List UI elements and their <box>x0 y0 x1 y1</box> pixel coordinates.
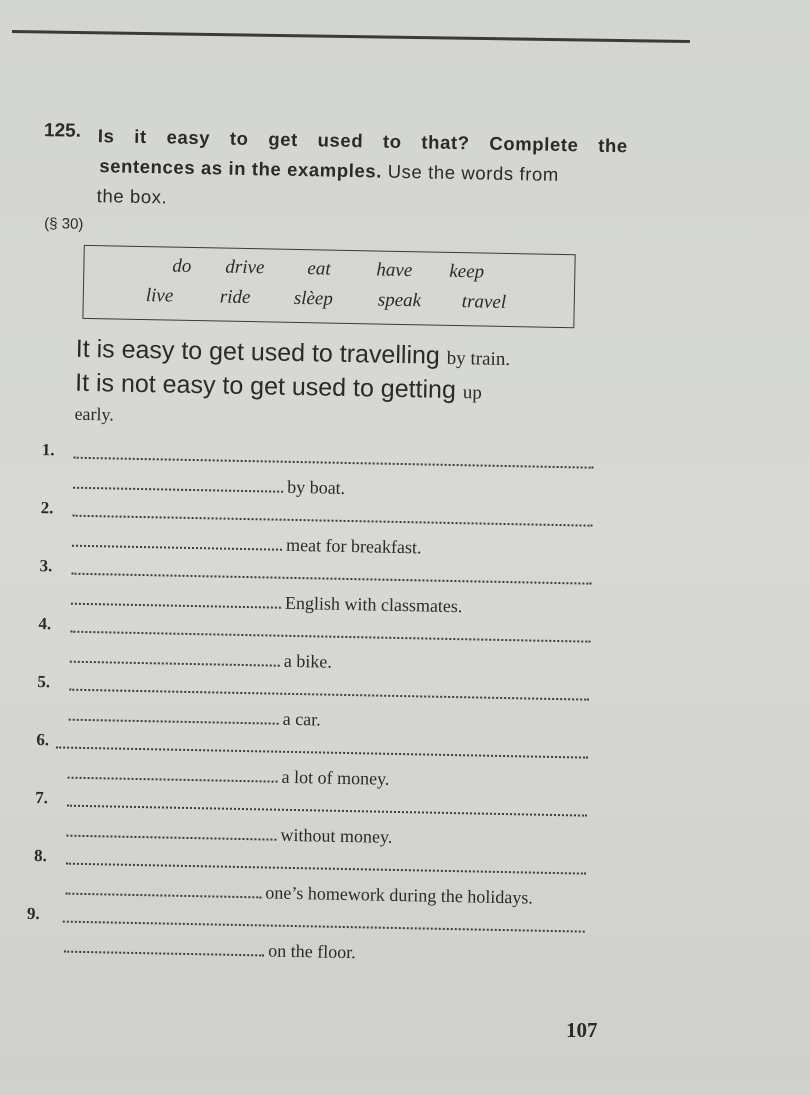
answer-line[interactable] <box>74 457 594 469</box>
item-ending: on the floor. <box>268 940 356 963</box>
word-do: do <box>172 255 192 277</box>
answer-line[interactable] <box>67 805 587 817</box>
word-speak: speak <box>377 289 422 312</box>
word-ride: ride <box>219 286 251 309</box>
word-drive: drive <box>225 256 265 279</box>
item-ending: a car. <box>282 708 321 730</box>
instruction-bold-line-2: sentences as in the examples. <box>99 155 383 182</box>
example-1-small: by train. <box>446 347 511 371</box>
item-number: 8. <box>33 846 48 866</box>
word-keep: keep <box>449 260 485 283</box>
answer-line[interactable] <box>69 719 279 725</box>
page-number: 107 <box>566 1018 598 1042</box>
instruction-bold-line-1: Is it easy to get used to that? Complete the <box>97 125 629 157</box>
item-ending: by boat. <box>287 476 346 498</box>
example-1-main: It is easy to get used to travelling <box>75 334 441 370</box>
answer-line[interactable] <box>72 545 282 551</box>
answer-line[interactable] <box>70 631 590 643</box>
answer-line[interactable] <box>71 603 281 609</box>
answer-line[interactable] <box>65 893 261 899</box>
example-sentence-1 <box>76 335 616 374</box>
word-travel: travel <box>461 291 507 313</box>
item-number: 7. <box>35 788 49 808</box>
word-have: have <box>376 259 413 282</box>
answer-line[interactable] <box>69 689 589 701</box>
word-live: live <box>145 285 174 307</box>
instruction-rest-2: the box. <box>96 185 168 208</box>
word-sleep: slèep <box>293 287 334 310</box>
answer-line[interactable] <box>64 951 264 957</box>
item-ending: without money. <box>280 824 393 847</box>
item-ending: meat for breakfast. <box>285 534 422 558</box>
item-number: 1. <box>41 440 55 460</box>
item-ending: English with classmates. <box>284 592 463 617</box>
answer-line[interactable] <box>68 777 278 783</box>
answer-line[interactable] <box>71 573 591 585</box>
example-2-main: It is not easy to get used to getting <box>74 368 457 405</box>
example-2-small: up <box>462 382 482 404</box>
instruction-rest-1: Use the words from <box>387 160 560 185</box>
example-sentence-2 <box>74 368 615 425</box>
item-number: 5. <box>37 672 51 692</box>
answer-line[interactable] <box>66 863 586 875</box>
word-box <box>82 245 575 328</box>
answer-line[interactable] <box>56 746 588 758</box>
item-ending: a lot of money. <box>281 766 390 789</box>
item-number: 9. <box>26 903 40 924</box>
answer-line[interactable] <box>70 661 280 667</box>
item-ending: a bike. <box>283 650 333 672</box>
item-number: 4. <box>38 614 52 634</box>
answer-line[interactable] <box>66 835 276 841</box>
answer-line[interactable] <box>63 921 585 933</box>
exercise-number: 125. <box>43 120 82 142</box>
example-2-sub: early. <box>74 403 115 425</box>
answer-line[interactable] <box>73 487 283 493</box>
grammar-reference: (§ 30) <box>44 215 84 233</box>
answer-line[interactable] <box>73 515 593 527</box>
item-ending: one’s homework during the holidays. <box>265 882 534 908</box>
item-number: 3. <box>39 556 53 576</box>
item-number: 6. <box>36 730 50 750</box>
word-eat: eat <box>307 258 331 280</box>
exercise-instruction <box>96 121 628 221</box>
item-number: 2. <box>40 498 54 518</box>
